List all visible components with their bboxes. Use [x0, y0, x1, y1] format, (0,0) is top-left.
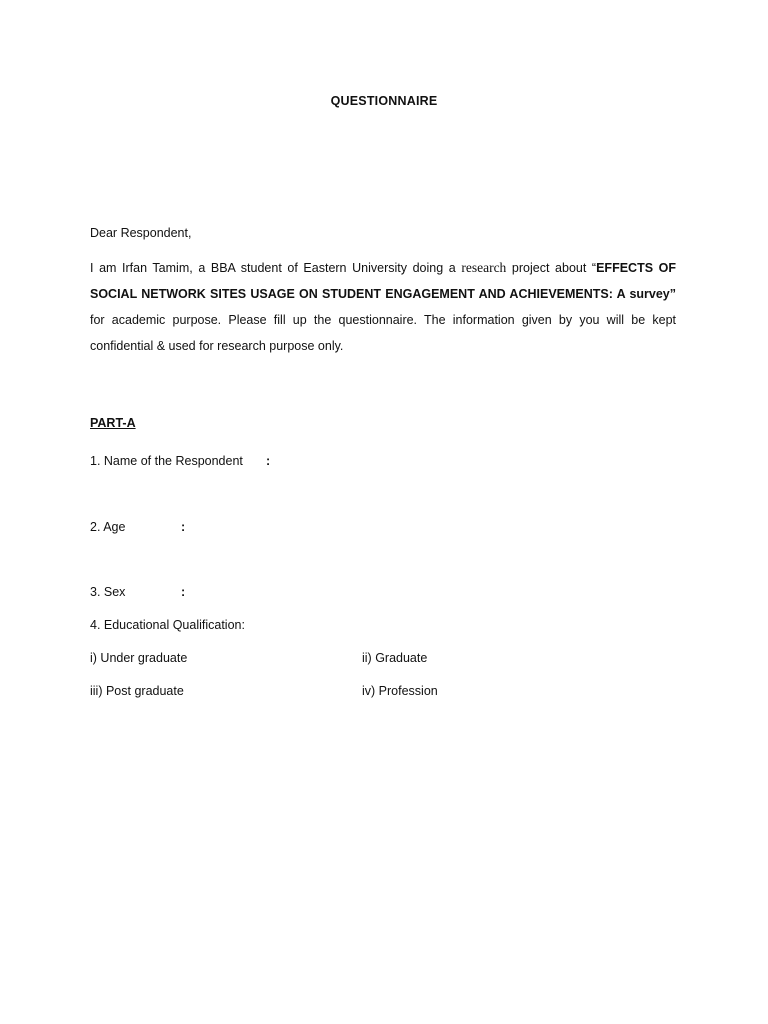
intro-word-research: research — [461, 260, 507, 275]
option-graduate: ii) Graduate — [362, 651, 428, 665]
intro-paragraph — [90, 255, 676, 359]
question-sex-label: 3. Sex — [90, 585, 126, 599]
intro-text-1: I am Irfan Tamim, a BBA student of Eastern University doing a — [90, 261, 462, 275]
salutation: Dear Respondent, — [90, 226, 192, 240]
study-title: EFFECTS OF SOCIAL NETWORK SITES USAGE ON STUDENT ENGAGEMENT AND ACHIEVEMENTS: A survey” — [90, 261, 677, 301]
option-post-graduate: iii) Post graduate — [90, 684, 184, 698]
option-under-graduate: i) Under graduate — [90, 651, 188, 665]
question-age-colon: : — [181, 520, 186, 534]
question-name-label: 1. Name of the Respondent — [90, 454, 243, 468]
question-name-colon: : — [266, 454, 271, 468]
document-title: QUESTIONNAIRE — [330, 94, 438, 108]
part-a-heading: PART-A — [90, 416, 136, 430]
intro-text-2: project about “ — [506, 261, 597, 275]
question-sex-colon: : — [181, 585, 186, 599]
option-profession: iv) Profession — [362, 684, 438, 698]
question-education-label: 4. Educational Qualification: — [90, 618, 245, 632]
question-age-label: 2. Age — [90, 520, 126, 534]
intro-text-3: for academic purpose. Please fill up the questionnaire. The information given by you will be kept confidential & used for research purpose only. — [90, 313, 676, 353]
